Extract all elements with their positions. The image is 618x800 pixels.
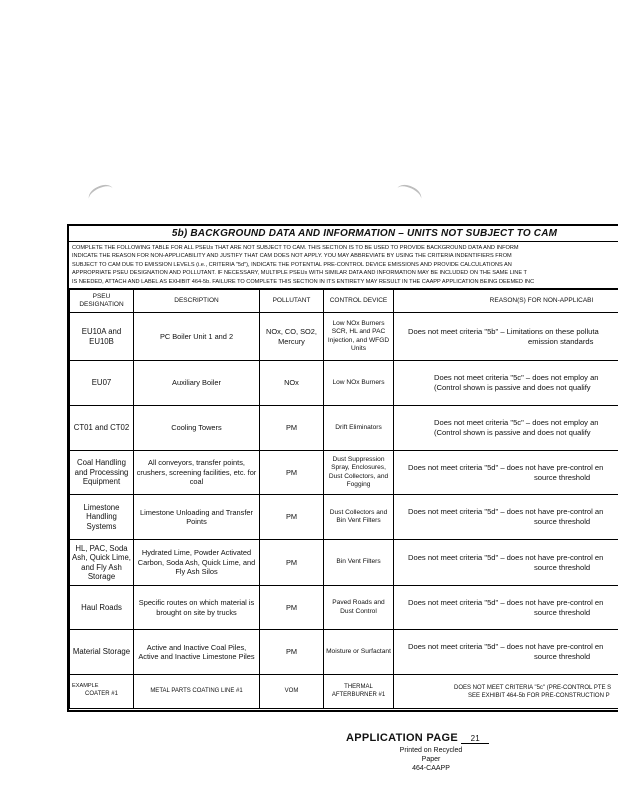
table-row <box>70 630 618 675</box>
cell-pollutant: PM <box>260 540 324 586</box>
application-page-text: APPLICATION PAGE <box>346 732 458 744</box>
cell-pollutant: VOM <box>260 675 324 709</box>
form-section-5b <box>67 224 618 712</box>
cell-control: Paved Roads and Dust Control <box>324 586 394 630</box>
instruction-line: INDICATE THE REASON FOR NON-APPLICABILITY AND JUSTIFY THAT CAM DOES NOT APPLY. YOU MAY ABBREVIATE BY USING THE CRITERIA INDENTIFIERS FROM <box>72 253 512 260</box>
cell-reason <box>394 313 618 361</box>
reason-line: source threshold <box>534 562 591 572</box>
cell-pollutant: PM <box>260 451 324 495</box>
reason-line: source threshold <box>534 652 591 661</box>
table-row <box>70 361 618 406</box>
printed-note: Printed on Recycled Paper <box>399 747 463 763</box>
header-pseu: PSEU DESIGNATION <box>70 290 134 313</box>
cell-pseu: EU10A and EU10B <box>70 313 134 361</box>
instructions-block <box>69 242 618 289</box>
reason-line: source threshold <box>534 472 591 482</box>
cell-description: Specific routes on which material is brought on site by trucks <box>134 586 260 630</box>
cell-pseu: Material Storage <box>70 630 134 675</box>
reason-line: Does not meet criteria "5d" – does not have pre-control en <box>408 462 604 472</box>
cell-control: Low NOx Burners <box>324 361 394 406</box>
cell-pseu: EU07 <box>70 361 134 406</box>
cell-control: Moisture or Surfactant <box>324 630 394 675</box>
table-row <box>70 586 618 630</box>
units-table <box>69 289 618 709</box>
cell-pseu: Limestone Handling Systems <box>70 495 134 540</box>
reason-line: Does not meet criteria "5c" – does not employ an <box>434 373 599 382</box>
reason-line: Does not meet criteria "5c" – does not employ an <box>434 418 599 427</box>
cell-description: PC Boiler Unit 1 and 2 <box>134 313 260 361</box>
cell-reason <box>394 540 618 586</box>
cell-control: Bin Vent Filters <box>324 540 394 586</box>
table-row <box>70 495 618 540</box>
instruction-line: SUBJECT TO CAM DUE TO EMISSION LEVELS (i.e., CRITERIA "5d"), INDICATE THE POTENTIAL PRE-CONTROL DEVICE EMISSIONS AND PROVIDE CALCULATIONS AN <box>72 261 512 268</box>
reason-line: Does not meet criteria "5b" – Limitations on these polluta <box>408 326 599 336</box>
cell-description: Auxiliary Boiler <box>134 361 260 406</box>
cell-pollutant: NOx <box>260 361 324 406</box>
reason-line: source threshold <box>534 607 591 617</box>
cell-description: Active and Inactive Coal Piles, Active and Inactive Limestone Piles <box>134 630 260 675</box>
section-title: 5b) BACKGROUND DATA AND INFORMATION – UNITS NOT SUBJECT TO CAM <box>69 226 618 242</box>
form-id: 464-CAAPP <box>412 765 450 772</box>
cell-control: Dust Suppression Spray, Enclosures, Dust Collectors, and Fogging <box>324 451 394 495</box>
cell-control: Dust Collectors and Bin Vent Filters <box>324 495 394 540</box>
table-row <box>70 313 618 361</box>
reason-line: DOES NOT MEET CRITERIA "5c" (PRE-CONTROL PTE S <box>454 684 612 691</box>
header-description: DESCRIPTION <box>134 290 260 313</box>
cell-control: THERMAL AFTERBURNER #1 <box>324 675 394 709</box>
table-row <box>70 451 618 495</box>
page-number: 21 <box>461 734 489 744</box>
instruction-line: COMPLETE THE FOLLOWING TABLE FOR ALL PSEUs THAT ARE NOT SUBJECT TO CAM. THIS SECTION IS TO BE USED TO PROVIDE BACKGROUND DATA AND INFORM <box>72 245 519 251</box>
application-page-label <box>346 732 489 744</box>
cell-pseu: Haul Roads <box>70 586 134 630</box>
cell-description: All conveyors, transfer points, crushers, screening facilities, etc. for coal <box>134 451 260 495</box>
cell-reason <box>394 361 618 406</box>
cell-reason <box>394 495 618 540</box>
reason-line: source threshold <box>534 517 591 526</box>
reason-line: Does not meet criteria "5d" – does not have pre-control en <box>408 597 604 607</box>
table-row <box>70 406 618 451</box>
cell-control: Drift Eliminators <box>324 406 394 451</box>
example-row <box>70 675 618 709</box>
footer-notes <box>390 746 472 773</box>
instruction-line: IS NEEDED, ATTACH AND LABEL AS EXHIBIT 464-5b. FAILURE TO COMPLETE THIS SECTION IN ITS ENTIRETY MAY RESULT IN THE CAAPP APPLICATION BEING DEEMED INC <box>72 278 535 285</box>
cell-pollutant: PM <box>260 630 324 675</box>
cell-reason <box>394 675 618 709</box>
header-control: CONTROL DEVICE <box>324 290 394 313</box>
cell-description: Hydrated Lime, Powder Activated Carbon, Soda Ash, Quick Lime, and Fly Ash Silos <box>134 540 260 586</box>
cell-pseu: Coal Handling and Processing Equipment <box>70 451 134 495</box>
reason-line: (Control shown is passive and does not qualify <box>434 428 591 437</box>
header-pollutant: POLLUTANT <box>260 290 324 313</box>
header-reason: REASON(S) FOR NON-APPLICABI <box>394 290 618 313</box>
cell-description: Limestone Unloading and Transfer Points <box>134 495 260 540</box>
cell-pseu: HL, PAC, Soda Ash, Quick Lime, and Fly Ash Storage <box>70 540 134 586</box>
reason-line: Does not meet criteria "5d" – does not have pre-control en <box>408 642 604 651</box>
cell-control: Low NOx Burners SCR, HL and PAC Injection, and WFGD Units <box>324 313 394 361</box>
example-pseu: COATER #1 <box>85 690 118 697</box>
cell-reason <box>394 451 618 495</box>
cell-pollutant: PM <box>260 586 324 630</box>
cell-pollutant: NOx, CO, SO2, Mercury <box>260 313 324 361</box>
cell-reason <box>394 630 618 675</box>
cell-description: METAL PARTS COATING LINE #1 <box>134 675 260 709</box>
table-header-row <box>70 290 618 313</box>
reason-line: (Control shown is passive and does not qualify <box>434 383 591 392</box>
cell-reason <box>394 586 618 630</box>
cell-pollutant: PM <box>260 495 324 540</box>
table-row <box>70 540 618 586</box>
cell-reason <box>394 406 618 451</box>
instruction-line: APPROPRIATE PSEU DESIGNATION AND POLLUTANT. IF NECESSARY, MULTIPLE PSEUs WITH SIMILAR DATA AND INFORMATION MAY BE INCLUDED ON THE SAME LINE T <box>72 270 527 277</box>
punch-hole-left <box>86 181 116 206</box>
example-tag: EXAMPLE <box>72 682 99 689</box>
cell-pseu: CT01 and CT02 <box>70 406 134 451</box>
reason-line: emission standards <box>528 336 594 346</box>
reason-line: SEE EXHIBIT 464-5b FOR PRE-CONSTRUCTION P <box>468 692 610 699</box>
reason-line: Does not meet criteria "5d" – does not have pre-control an <box>408 507 604 516</box>
cell-pollutant: PM <box>260 406 324 451</box>
reason-line: Does not meet criteria "5d" – does not have pre-control en <box>408 552 604 562</box>
cell-description: Cooling Towers <box>134 406 260 451</box>
cell-pseu <box>70 675 134 709</box>
punch-hole-right <box>394 181 424 206</box>
